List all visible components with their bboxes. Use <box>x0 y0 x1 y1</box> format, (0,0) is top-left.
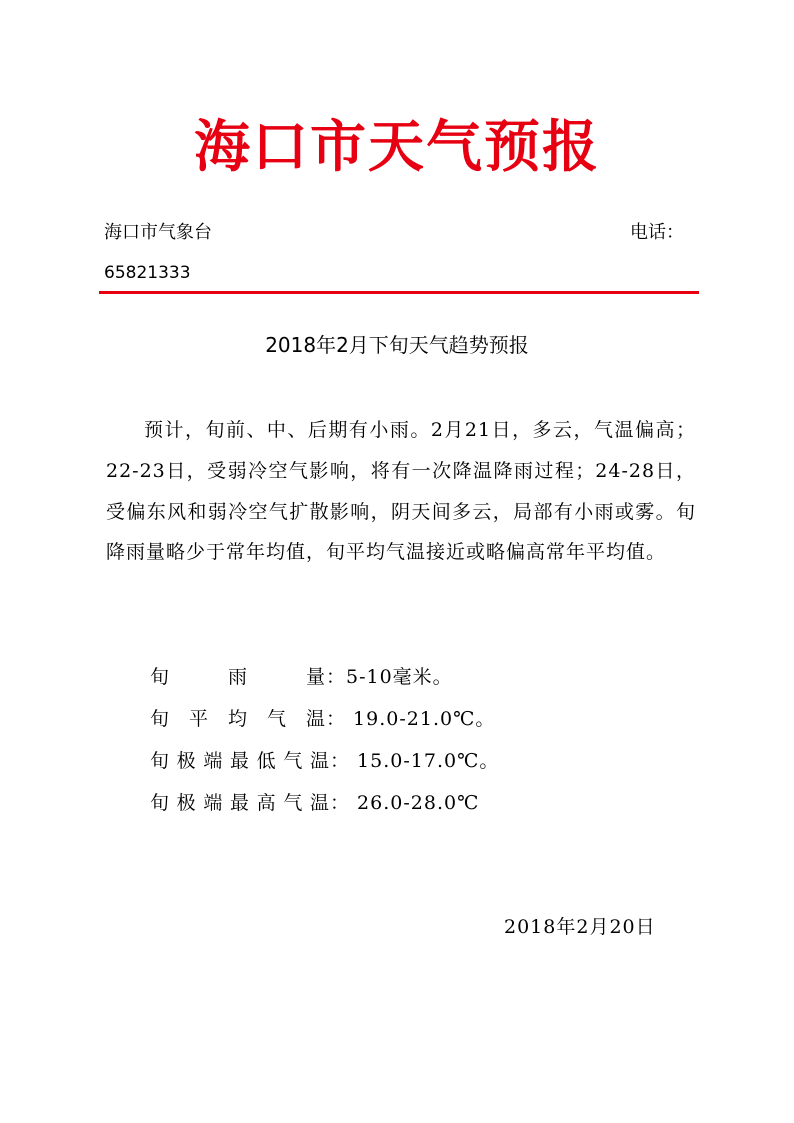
issuer-name: 海口市气象台 <box>104 222 212 243</box>
stat-row-rainfall <box>150 660 499 702</box>
stat-label: 旬极端最高气温 <box>150 792 330 814</box>
forecast-paragraph: 预计，旬前、中、后期有小雨。2月21日，多云，气温偏高；22-23日，受弱冷空气影响，将有一次降温降雨过程；24-28日，受偏东风和弱冷空气扩散影响，阴天间多云，局部有小雨或雾。旬降雨量略少于常年均值，旬平均气温接近或略偏高常年平均值。 <box>106 419 696 564</box>
stats-list <box>150 660 499 828</box>
stat-value: ： 26.0-28.0℃ <box>330 792 480 814</box>
stat-label: 旬雨量 <box>150 666 326 688</box>
phone-number: 65821333 <box>104 263 191 283</box>
masthead-title: 海口市天气预报 <box>194 115 600 180</box>
stat-label: 旬平均气温 <box>150 708 326 730</box>
red-divider <box>99 291 699 294</box>
phone-label: 电话： <box>630 222 684 243</box>
stat-value: ： 15.0-17.0℃。 <box>330 750 500 772</box>
stat-label: 旬极端最低气温 <box>150 750 330 772</box>
document-title: 2018年2月下旬天气趋势预报 <box>265 333 529 357</box>
stat-row-max-temp <box>150 786 499 828</box>
stat-value: ： 19.0-21.0℃。 <box>326 708 496 730</box>
stat-value: ：5-10毫米。 <box>326 666 453 688</box>
stat-row-mean-temp <box>150 702 499 744</box>
issue-date: 2018年2月20日 <box>504 916 656 938</box>
stat-row-min-temp <box>150 744 499 786</box>
